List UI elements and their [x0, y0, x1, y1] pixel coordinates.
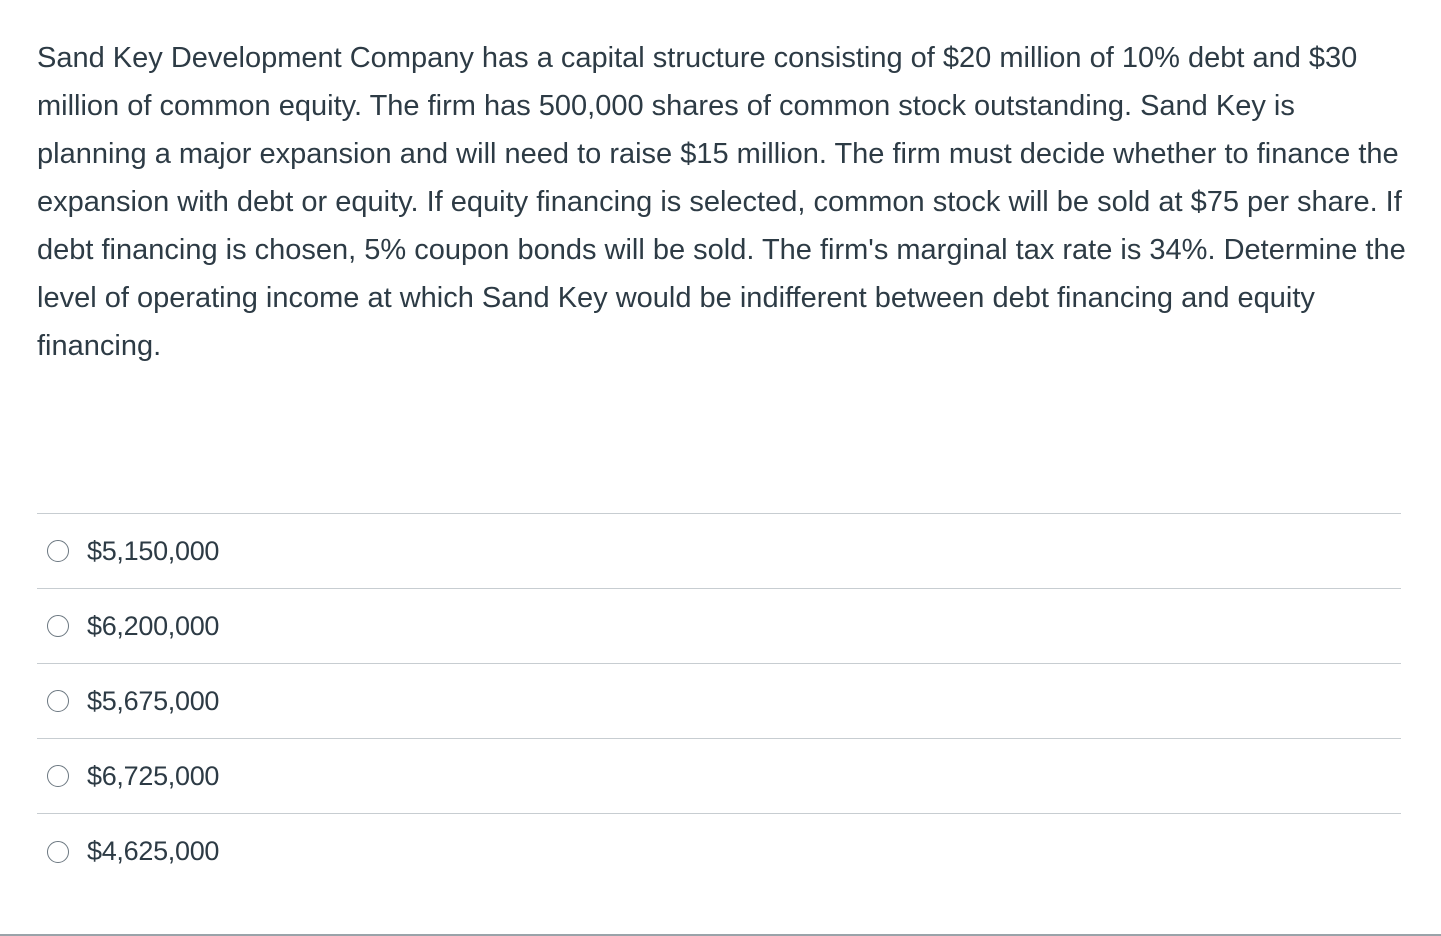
answer-option-2[interactable] — [37, 589, 1401, 664]
answer-label[interactable]: $5,675,000 — [87, 685, 220, 716]
radio-button[interactable] — [47, 765, 69, 787]
answer-label[interactable]: $6,725,000 — [87, 760, 220, 791]
answer-label[interactable]: $5,150,000 — [87, 535, 220, 566]
question-text: Sand Key Development Company has a capital structure consisting of $20 million of 10% debt and $30 million of common equity. The firm has 500,000 shares of common stock outstanding. Sand Key is planning a major expansion and will need to raise $15 million. The firm must decide whether to finance the expansion with debt or equity. If equity financing is selected, common stock will be sold at $75 per share. If debt financing is chosen, 5% coupon bonds will be sold. The firm's marginal tax rate is 34%. Determine the level of operating income at which Sand Key would be indifferent between debt financing and equity financing. — [37, 42, 1406, 362]
radio-button[interactable] — [47, 690, 69, 712]
answer-option-5[interactable] — [37, 814, 1401, 889]
answer-label[interactable]: $4,625,000 — [87, 836, 220, 866]
answer-option-1[interactable] — [37, 514, 1401, 589]
radio-button[interactable] — [47, 615, 69, 637]
radio-button[interactable] — [47, 841, 69, 863]
answer-label[interactable]: $6,200,000 — [87, 610, 220, 641]
answer-option-3[interactable] — [37, 664, 1401, 739]
answer-option-4[interactable] — [37, 739, 1401, 814]
radio-button[interactable] — [47, 540, 69, 562]
answer-list — [37, 513, 1401, 889]
